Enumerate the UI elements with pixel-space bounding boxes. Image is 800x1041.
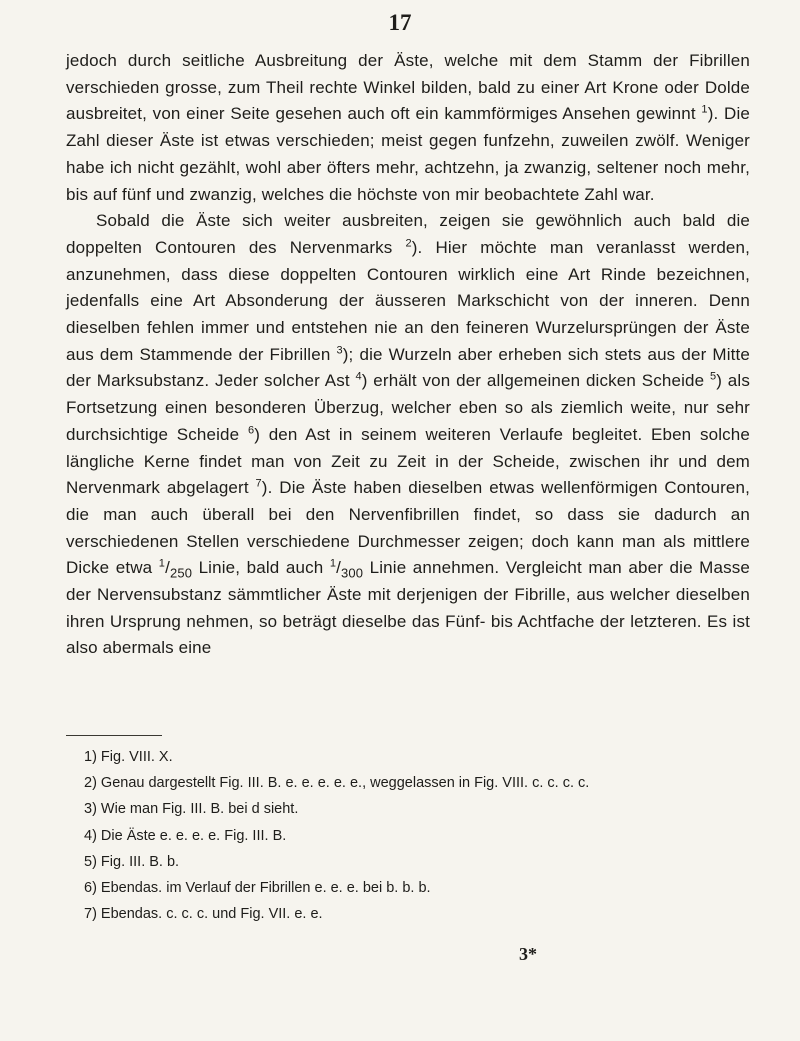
footnote-ref-7: 7 [255,477,262,490]
text-run: jedoch durch seitliche Ausbreitung der Äste, welche mit dem Stamm der Fibrillen verschieden grosse, zum Theil rechte Winkel bilden, bald zu einer Art Krone oder Dolde ausbreitet, von einer Seite gesehen auch oft ein kammförmiges Ansehen gewinnt [66,51,750,124]
text-run: ). Die Zahl dieser Äste ist etwas verschieden; meist gegen funfzehn, zuweilen zwölf. Weniger habe ich nicht gezählt, wohl aber öfters mehr, achtzehn, ja zwanzig, seltener noch mehr, bis auf fünf und zwanzig, welches die höchste von mir beobachtete Zahl war. [66,104,750,204]
footnote-6: 6) Ebendas. im Verlauf der Fibrillen e. e. e. bei b. b. b. [84,880,431,897]
text-run: Linie, bald auch [192,558,330,578]
footnote-4: 4) Die Äste e. e. e. e. Fig. III. B. [84,827,287,844]
text-run: Linie annehmen. Vergleicht man aber die Masse der Nervensubstanz sämmtlicher Äste mit derjenigen der Fibrille, aus welcher dieselben ihren Ursprung nehmen, so beträgt dieselbe das Fünf- bis Achtfache der letzteren. Es ist also abermals eine [66,558,750,658]
body-text [66,48,750,662]
footnote-divider [66,735,162,736]
footnote-ref-3: 3 [336,344,343,357]
paragraph-2: Sobald die Äste sich weiter ausbreiten, zeigen sie gewöhnlich auch bald die doppelten Contouren des Nervenmarks $^2$). Hier möchte man veranlasst werden, anzunehmen, dass diese doppelten Contouren wirklich eine Art Rinde bezeichnen, jedenfalls eine Art Absonderung der äusseren Markschicht von der inneren. Denn dieselben fehlen immer und entstehen nie an den feineren Wurzelursprüngen der Äste aus dem Stammende der Fibrillen $^3$); die Wurzeln aber erheben sich stets aus der Mitte der Marksubstanz. Jeder solcher Ast $^4$) erhält von der allgemeinen dicken Scheide $^5$) als Fortsetzung einen besonderen Überzug, welcher eben so als ziemlich weite, nur sehr durchsichtige Scheide $^6$) den Ast in seinem weiteren Verlaufe begleitet. Eben solche längliche Kerne findet man von Zeit zu Zeit in der Scheide, zwischen ihr und dem Nervenmark abgelagert $^7$). Die Äste haben dieselben etwas wellenförmigen Contouren, die man auch überall bei den Nervenfibrillen findet, so dass sie dadurch an verschiedenen Stellen verschiedene Durchmesser zeigen; doch kann man als mittlere Dicke etwa $^1/_{250}$ Linie, bald auch $^1/_{300}$ Linie annehmen. Vergleicht man aber die Masse der Nervensubstanz sämmtlicher Äste mit derjenigen der Fibrille, aus welcher dieselben ihren Ursprung nehmen, so beträgt dieselbe das Fünf- bis Achtfache der letzteren. Es ist also abermals eine [66,211,751,658]
fraction-numerator: 1 [158,557,166,570]
fraction-denominator: 300 [341,565,364,581]
footnote-1: 1) Fig. VIII. X. [84,749,173,765]
footnote-3: 3) Wie man Fig. III. B. bei d sieht. [84,801,299,818]
text-run: ). Die Äste haben dieselben etwas wellenförmigen Contouren, die man auch überall bei den Nervenfibrillen findet, so dass sie dadurch an verschiedenen Stellen verschiedene Durchmesser zeigen; doch kann man als mittlere Dicke etwa [66,478,750,578]
paragraph-1 [66,48,750,208]
footnote-2: 2) Genau dargestellt Fig. III. B. e. e. e. e. e., weggelassen in Fig. VIII. c. c. c. c. [84,775,590,792]
footnotes [84,744,754,927]
text-run: ) den Ast in seinem weiteren Verlaufe begleitet. Eben solche längliche Kerne findet man von Zeit zu Zeit in der Scheide, zwischen ihr und dem Nervenmark abgelagert [66,424,750,498]
footnote-ref-2: 2 [405,237,412,250]
fraction-denominator: 250 [169,565,193,581]
fraction-numerator: 1 [329,557,337,570]
text-run: Sobald die Äste sich weiter ausbreiten, zeigen sie gewöhnlich auch bald die doppelten Contouren des Nervenmarks [66,211,750,257]
footnote-7: 7) Ebendas. c. c. c. und Fig. VII. e. e. [84,906,323,923]
text-run: ); die Wurzeln aber erheben sich stets aus der Mitte der Marksubstanz. Jeder solcher Ast [66,344,750,391]
footnote-ref-6: 6 [247,424,255,437]
text-run: ). Hier möchte man veranlasst werden, anzunehmen, dass diese doppelten Contouren wirklich eine Art Rinde bezeichnen, jedenfalls eine Art Absonderung der äusseren Markschicht von der inneren. Denn dieselben fehlen immer und entstehen nie an den feineren Wurzelursprüngen der Äste aus dem Stammende der Fibrillen [66,237,751,364]
signature-mark: 3* [519,944,537,964]
text-run: ) erhält von der allgemeinen dicken Scheide [361,371,710,391]
footnote-ref-4: 4 [355,370,362,383]
footnote-5: 5) Fig. III. B. b. [84,853,180,870]
footnote-ref-1: 1 [701,103,708,116]
page-number: 17 [388,10,412,35]
text-run: ) als Fortsetzung einen besonderen Überzug, welcher eben so als ziemlich weite, nur sehr durchsichtige Scheide [66,371,750,444]
footnote-ref-5: 5 [709,370,717,383]
